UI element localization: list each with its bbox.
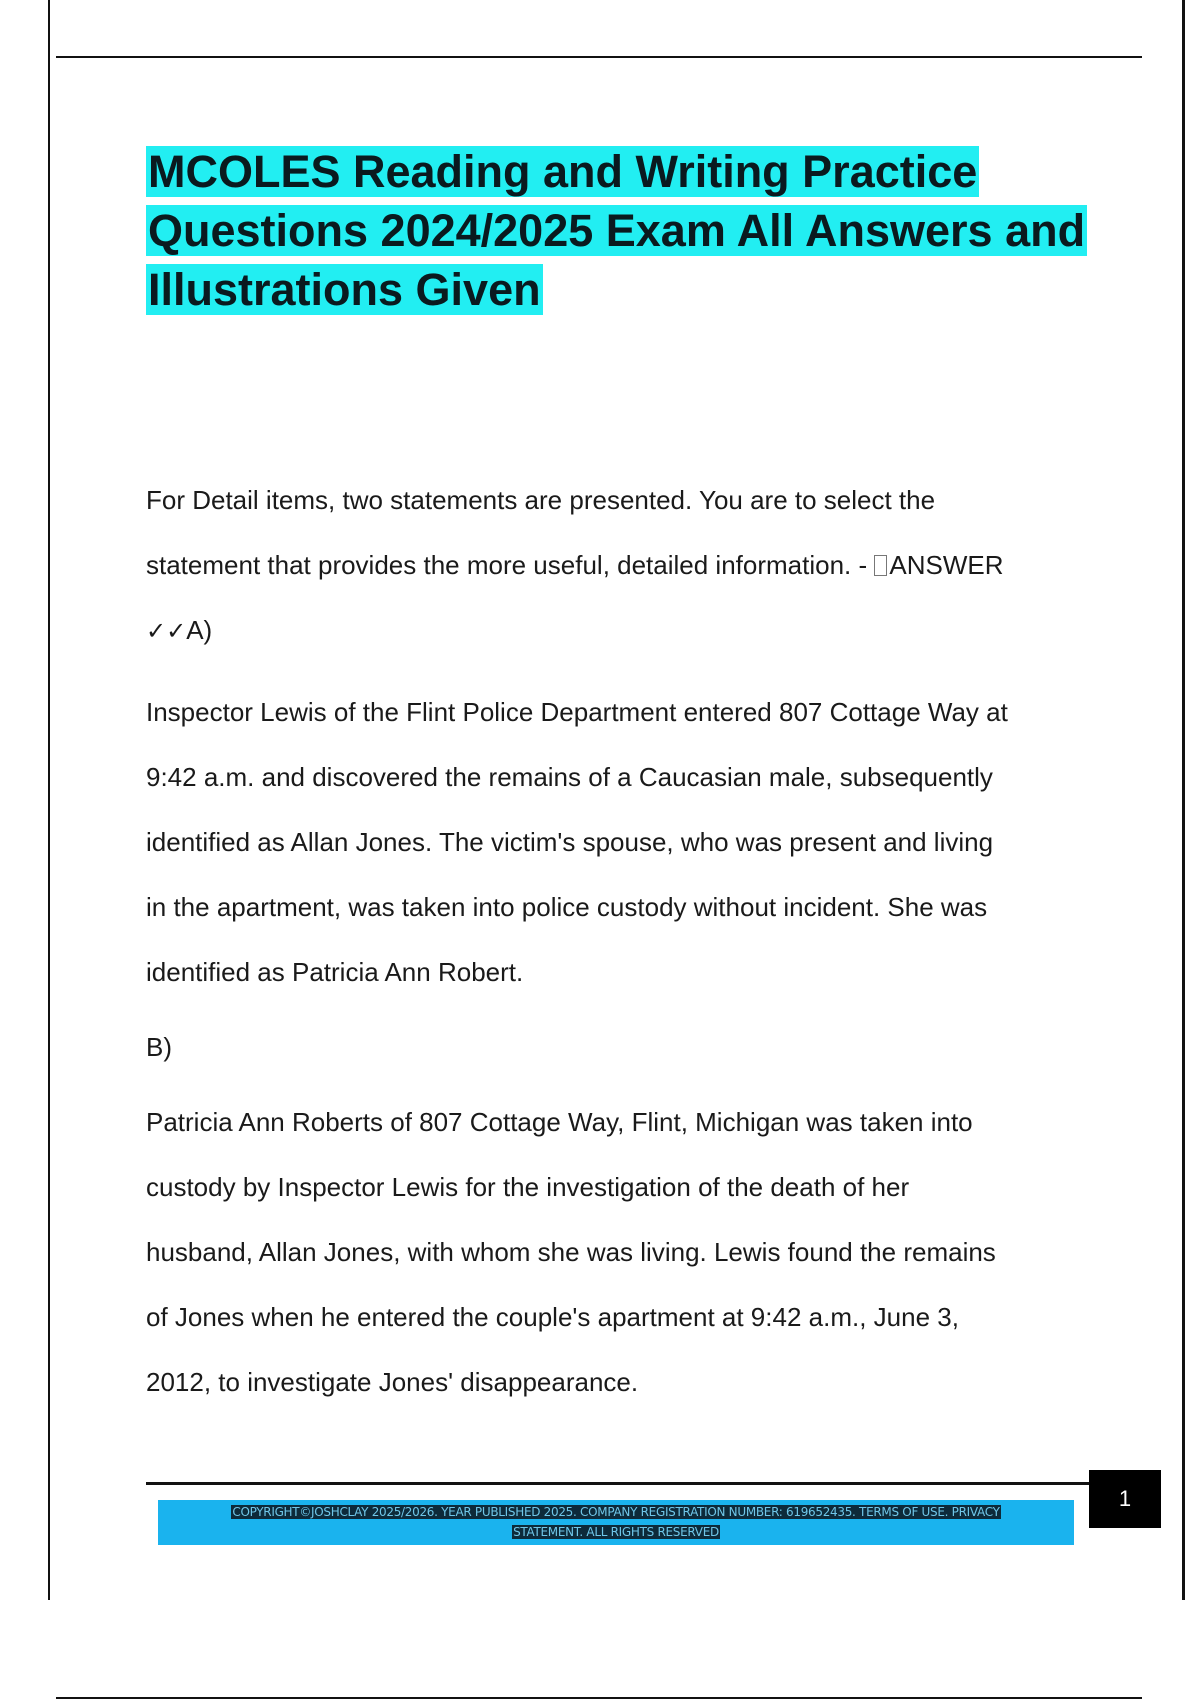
option-b-line: of Jones when he entered the couple's apartment at 9:42 a.m., June 3,: [146, 1302, 959, 1332]
answer-marker: [146, 598, 1096, 664]
page-left-border: [48, 0, 50, 1600]
option-b-label: B): [146, 1032, 172, 1062]
document-title-highlight: MCOLES Reading and Writing Practice Questions 2024/2025 Exam All Answers and Illustrations Given: [148, 146, 1086, 315]
footer-rule: [146, 1482, 1090, 1485]
copyright-line-1: COPYRIGHT©JOSHCLAY 2025/2026. YEAR PUBLISHED 2025. COMPANY REGISTRATION NUMBER: 619652435. TERMS OF USE. PRIVACY: [232, 1505, 1000, 1519]
option-a-line: in the apartment, was taken into police custody without incident. She was: [146, 892, 988, 922]
document-title: [146, 142, 1086, 319]
copyright-line-2: STATEMENT. ALL RIGHTS RESERVED: [513, 1525, 719, 1539]
page-right-border: [1182, 0, 1185, 1600]
double-check-icon: ✓✓: [146, 617, 187, 645]
header-rule: [56, 56, 1142, 58]
option-a-label: A): [186, 615, 213, 645]
option-a-line: 9:42 a.m. and discovered the remains of a Caucasian male, subsequently: [146, 762, 993, 792]
intro-line-1: For Detail items, two statements are presented. You are to select the: [146, 485, 936, 515]
next-page-rule: [56, 1697, 1142, 1699]
document-body: [146, 468, 1096, 1415]
answer-label: ANSWER: [889, 550, 1004, 580]
option-b-line: Patricia Ann Roberts of 807 Cottage Way, Flint, Michigan was taken into: [146, 1107, 973, 1137]
option-b-line: husband, Allan Jones, with whom she was living. Lewis found the remains: [146, 1237, 996, 1267]
option-a-line: identified as Allan Jones. The victim's spouse, who was present and living: [146, 827, 994, 857]
option-b-line: custody by Inspector Lewis for the investigation of the death of her: [146, 1172, 910, 1202]
option-a-line: Inspector Lewis of the Flint Police Department entered 807 Cottage Way at: [146, 697, 1008, 727]
page-number-badge: 1: [1089, 1470, 1161, 1528]
missing-glyph-box-icon: [874, 555, 887, 576]
intro-line-2: [146, 533, 1096, 598]
option-b-line: 2012, to investigate Jones' disappearance.: [146, 1367, 639, 1397]
copyright-notice: [158, 1502, 1074, 1542]
option-a-line: identified as Patricia Ann Robert.: [146, 957, 524, 987]
intro-line-2-text: statement that provides the more useful, detailed information. -: [146, 550, 875, 580]
